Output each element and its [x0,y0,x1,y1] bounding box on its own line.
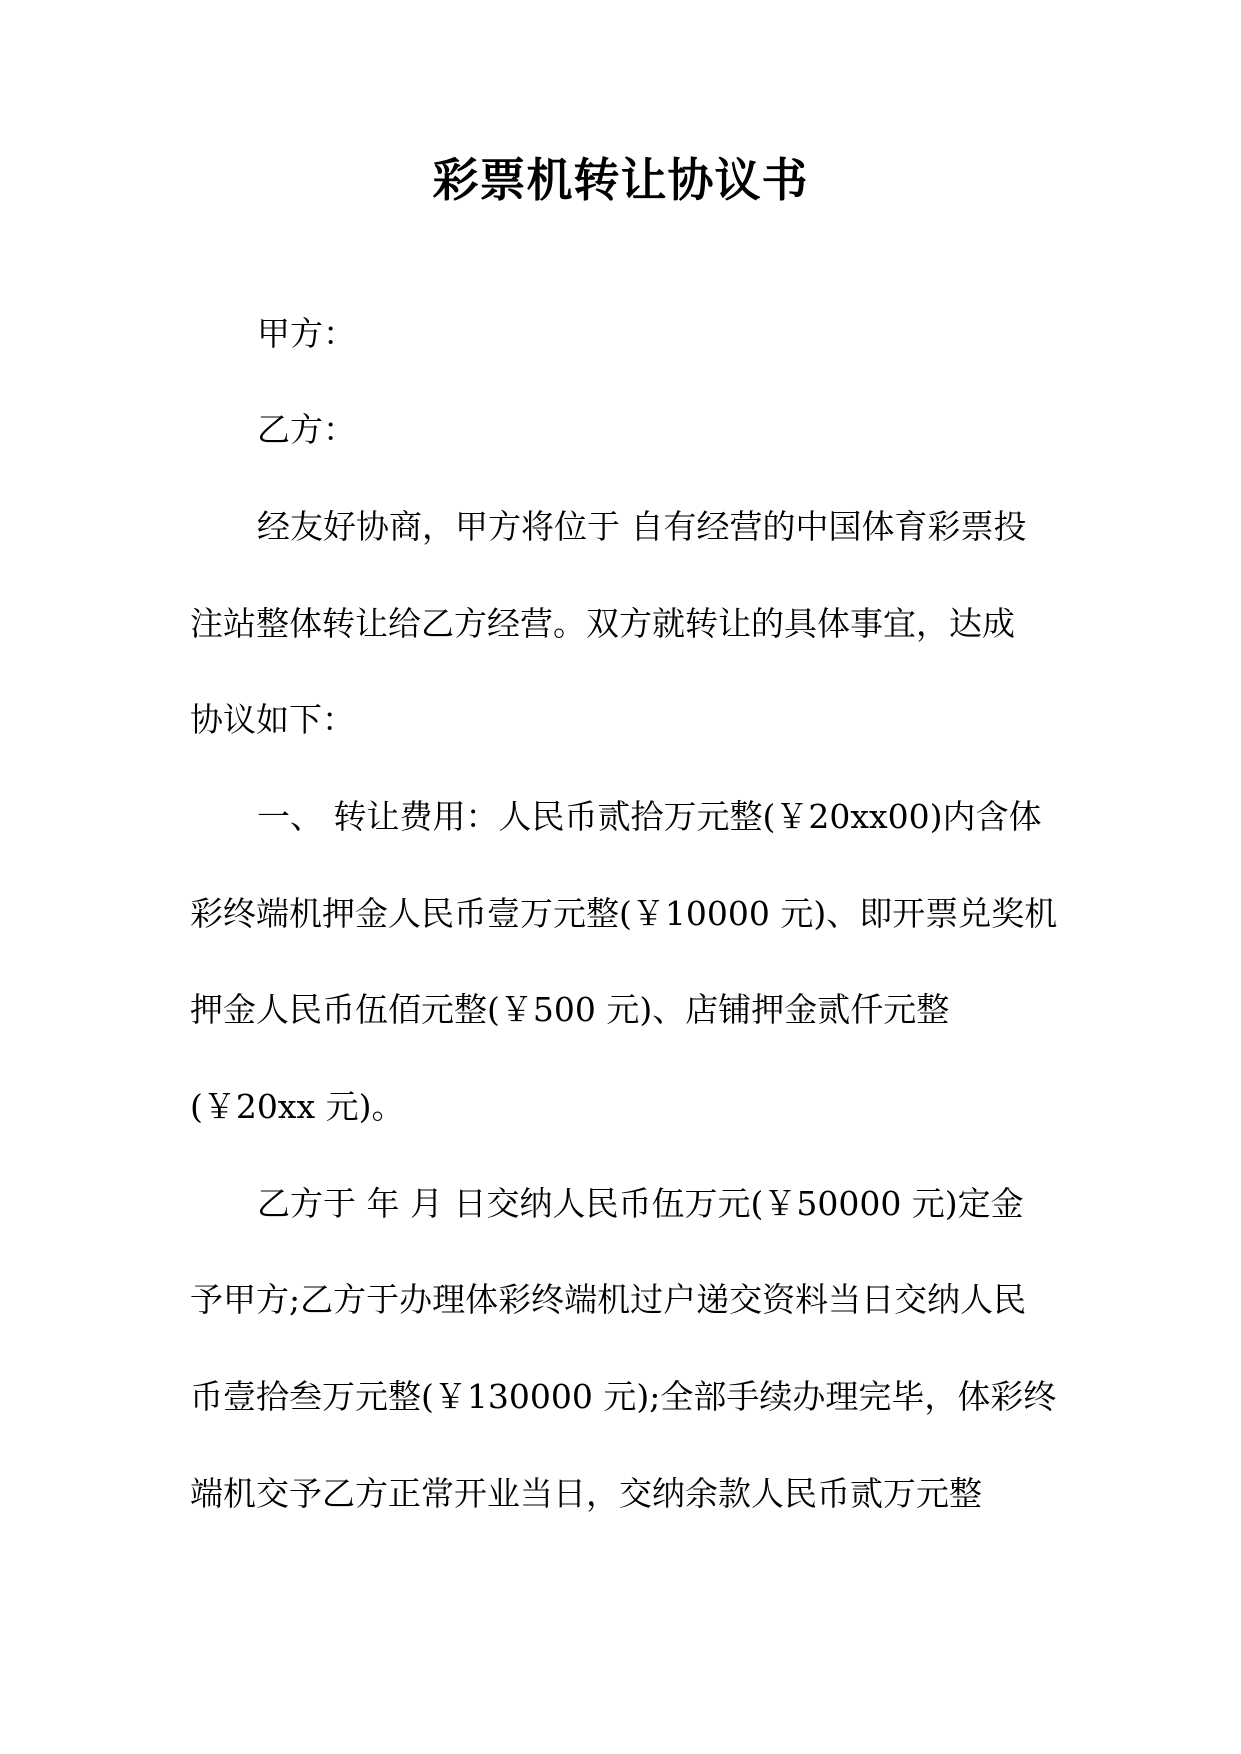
paragraph-line: 注站整体转让给乙方经营。双方就转让的具体事宜，达成 [190,604,1015,643]
document-title: 彩票机转让协议书 [432,153,809,207]
payment-line: 端机交予乙方正常开业当日，交纳余款人民币贰万元整 [190,1474,982,1513]
payment-line: 币壹拾叁万元整(￥130000 元);全部手续办理完毕，体彩终 [190,1377,1057,1416]
clause-line: (￥20xx 元)。 [190,1087,405,1126]
clause-line: 彩终端机押金人民币壹万元整(￥10000 元)、即开票兑奖机 [190,894,1058,933]
party-b-line: 乙方： [257,410,356,449]
paragraph-line: 协议如下： [190,700,355,739]
payment-line: 予甲方;乙方于办理体彩终端机过户递交资料当日交纳人民 [190,1280,1027,1319]
paragraph-line: 经友好协商，甲方将位于 自有经营的中国体育彩票投 [257,507,1027,546]
clause-line: 一、 转让费用：人民币贰拾万元整(￥20xx00)内含体 [257,797,1042,836]
clause-line: 押金人民币伍佰元整(￥500 元)、店铺押金贰仟元整 [190,990,950,1029]
party-a-line: 甲方： [257,314,356,353]
payment-line: 乙方于 年 月 日交纳人民币伍万元(￥50000 元)定金 [257,1184,1024,1223]
